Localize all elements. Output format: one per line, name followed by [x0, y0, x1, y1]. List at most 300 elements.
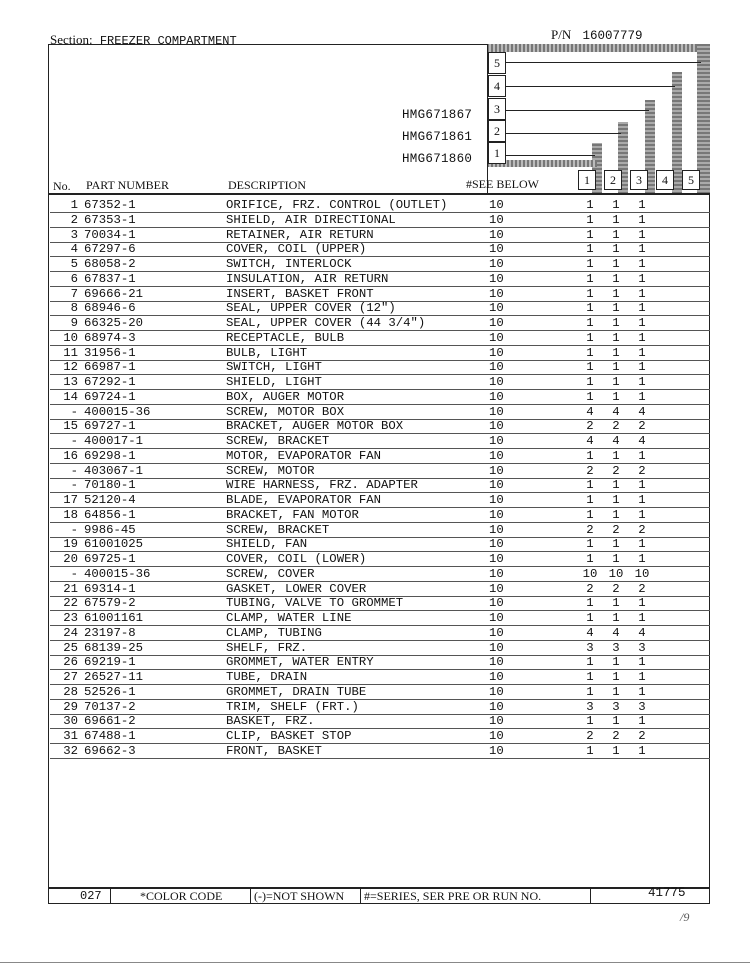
table-row	[0, 464, 750, 479]
row-part-number: 67488-1	[84, 729, 136, 743]
row-number: 2	[70, 212, 78, 227]
row-qty-2: 1	[612, 212, 620, 227]
row-qty-2: 3	[612, 699, 620, 714]
table-row	[0, 346, 750, 361]
table-row	[0, 272, 750, 287]
row-qty-3: 1	[638, 316, 646, 330]
row-part-number: 69661-2	[84, 714, 136, 729]
table-row	[0, 611, 750, 626]
row-number: 11	[63, 345, 78, 360]
row-series: 10	[489, 581, 504, 596]
stair-line-2	[503, 133, 621, 134]
row-qty-1: 1	[586, 301, 594, 316]
row-qty-1: 2	[586, 729, 594, 743]
row-qty-2: 1	[612, 242, 620, 257]
row-description: SEAL, UPPER COVER (44 3/4")	[226, 316, 426, 330]
col-header-q3: 3	[630, 170, 648, 190]
row-part-number: 70180-1	[84, 478, 136, 493]
row-description: SHIELD, FAN	[226, 537, 308, 552]
row-part-number: 69298-1	[84, 448, 136, 463]
row-qty-1: 3	[586, 699, 594, 714]
stair-line-3	[503, 110, 649, 111]
row-qty-1: 1	[586, 684, 594, 699]
row-number: 27	[63, 670, 78, 684]
row-qty-1: 1	[586, 596, 594, 611]
row-qty-2: 1	[612, 670, 620, 684]
row-part-number: 70137-2	[84, 699, 136, 714]
row-part-number: 69314-1	[84, 581, 136, 596]
row-description: SCREW, MOTOR BOX	[226, 404, 345, 419]
row-qty-3: 1	[638, 478, 646, 493]
row-qty-3: 1	[638, 301, 646, 316]
row-qty-3: 1	[638, 655, 646, 670]
row-description: SCREW, BRACKET	[226, 434, 330, 448]
row-qty-1: 1	[586, 655, 594, 670]
row-qty-2: 1	[612, 389, 620, 404]
row-part-number: 61001025	[84, 537, 144, 552]
row-qty-3: 1	[638, 242, 646, 257]
stair-line-5	[503, 62, 701, 63]
row-number: 6	[70, 271, 78, 286]
row-qty-3: 1	[638, 611, 646, 625]
row-qty-1: 1	[586, 714, 594, 729]
row-qty-1: 1	[586, 198, 594, 212]
row-qty-3: 1	[638, 389, 646, 404]
row-part-number: 69219-1	[84, 655, 136, 670]
row-qty-1: 2	[586, 463, 594, 478]
row-part-number: 31956-1	[84, 345, 136, 360]
row-part-number: 67579-2	[84, 596, 136, 611]
row-qty-2: 2	[612, 581, 620, 596]
row-qty-1: 1	[586, 537, 594, 552]
row-series: 10	[489, 389, 504, 404]
row-series: 10	[489, 286, 504, 301]
row-part-number: 67292-1	[84, 375, 136, 389]
row-part-number: 68946-6	[84, 301, 136, 316]
row-description: TUBING, VALVE TO GROMMET	[226, 596, 404, 611]
row-part-number: 68139-25	[84, 640, 144, 655]
row-series: 10	[489, 611, 504, 625]
row-qty-2: 1	[612, 596, 620, 611]
row-number: 4	[70, 242, 78, 257]
row-series: 10	[489, 743, 504, 758]
model-1: HMG671867	[402, 108, 473, 122]
row-description: SEAL, UPPER COVER (12")	[226, 301, 396, 316]
col-header-q2: 2	[604, 170, 622, 190]
row-qty-3: 3	[638, 699, 646, 714]
row-description: ORIFICE, FRZ. CONTROL (OUTLET)	[226, 198, 448, 212]
table-row	[0, 582, 750, 597]
row-part-number: 61001161	[84, 611, 144, 625]
row-description: COVER, COIL (UPPER)	[226, 242, 367, 257]
row-part-number: 67297-6	[84, 242, 136, 257]
row-series: 10	[489, 699, 504, 714]
row-qty-2: 2	[612, 463, 620, 478]
row-qty-3: 4	[638, 625, 646, 640]
row-qty-3: 4	[638, 434, 646, 448]
row-number: 12	[63, 360, 78, 375]
row-part-number: 26527-11	[84, 670, 144, 684]
row-number: -	[70, 404, 78, 419]
row-qty-3: 1	[638, 684, 646, 699]
table-row	[0, 729, 750, 744]
row-series: 10	[489, 493, 504, 507]
row-qty-3: 1	[638, 670, 646, 684]
row-series: 10	[489, 257, 504, 271]
box-number-5: 5	[488, 52, 506, 74]
footer-number: 41775	[648, 886, 686, 900]
row-qty-1: 1	[586, 507, 594, 522]
box-number-3: 3	[488, 98, 506, 120]
row-part-number: 68974-3	[84, 330, 136, 345]
col-header-part-number: PART NUMBER	[86, 178, 169, 192]
row-qty-1: 1	[586, 552, 594, 566]
row-qty-1: 1	[586, 478, 594, 493]
row-qty-2: 1	[612, 345, 620, 360]
row-number: 32	[63, 743, 78, 758]
row-qty-2: 1	[612, 198, 620, 212]
stair-line-1	[503, 155, 595, 156]
row-series: 10	[489, 271, 504, 286]
row-qty-2: 1	[612, 271, 620, 286]
row-qty-2: 1	[612, 316, 620, 330]
row-part-number: 69727-1	[84, 419, 136, 434]
row-qty-3: 3	[638, 640, 646, 655]
row-description: SHELF, FRZ.	[226, 640, 308, 655]
row-series: 10	[489, 729, 504, 743]
row-qty-1: 1	[586, 389, 594, 404]
row-qty-1: 1	[586, 242, 594, 257]
row-qty-1: 1	[586, 286, 594, 301]
row-qty-3: 2	[638, 463, 646, 478]
table-row	[0, 228, 750, 243]
row-qty-1: 2	[586, 522, 594, 537]
row-qty-1: 1	[586, 257, 594, 271]
row-description: WIRE HARNESS, FRZ. ADAPTER	[226, 478, 418, 493]
row-series: 10	[489, 463, 504, 478]
row-series: 10	[489, 375, 504, 389]
row-part-number: 52120-4	[84, 493, 136, 507]
row-qty-2: 1	[612, 257, 620, 271]
row-number: 10	[63, 330, 78, 345]
row-number: 20	[63, 552, 78, 566]
row-description: CLAMP, WATER LINE	[226, 611, 352, 625]
row-series: 10	[489, 552, 504, 566]
row-number: 18	[63, 507, 78, 522]
footer-series-note: #=SERIES, SER PRE OR RUN NO.	[364, 889, 542, 903]
row-description: SHIELD, AIR DIRECTIONAL	[226, 212, 396, 227]
table-row	[0, 744, 750, 759]
row-qty-2: 1	[612, 655, 620, 670]
row-number: 31	[63, 729, 78, 743]
row-qty-1: 1	[586, 271, 594, 286]
row-series: 10	[489, 478, 504, 493]
row-qty-1: 1	[586, 360, 594, 375]
row-description: SCREW, BRACKET	[226, 522, 330, 537]
row-qty-3: 2	[638, 522, 646, 537]
row-number: 28	[63, 684, 78, 699]
row-qty-2: 1	[612, 227, 620, 242]
box-number-1: 1	[488, 142, 506, 164]
row-series: 10	[489, 640, 504, 655]
row-qty-2: 1	[612, 330, 620, 345]
row-qty-3: 1	[638, 714, 646, 729]
row-number: 21	[63, 581, 78, 596]
row-qty-3: 1	[638, 345, 646, 360]
row-series: 10	[489, 625, 504, 640]
row-qty-1: 1	[586, 227, 594, 242]
table-row	[0, 242, 750, 257]
table-row	[0, 213, 750, 228]
row-qty-3: 1	[638, 271, 646, 286]
row-description: SCREW, MOTOR	[226, 463, 315, 478]
row-description: BULB, LIGHT	[226, 345, 308, 360]
row-description: SWITCH, INTERLOCK	[226, 257, 352, 271]
row-part-number: 67352-1	[84, 198, 136, 212]
row-qty-2: 1	[612, 286, 620, 301]
row-description: CLAMP, TUBING	[226, 625, 322, 640]
row-qty-2: 1	[612, 743, 620, 758]
row-description: MOTOR, EVAPORATOR FAN	[226, 448, 381, 463]
row-qty-3: 1	[638, 537, 646, 552]
row-number: 17	[63, 493, 78, 507]
row-qty-1: 1	[586, 493, 594, 507]
header-bottom-rule	[48, 193, 710, 195]
row-number: 23	[63, 611, 78, 625]
table-row	[0, 493, 750, 508]
row-qty-3: 1	[638, 448, 646, 463]
row-part-number: 69725-1	[84, 552, 136, 566]
row-number: 15	[63, 419, 78, 434]
row-part-number: 69724-1	[84, 389, 136, 404]
row-description: INSULATION, AIR RETURN	[226, 271, 389, 286]
row-part-number: 400015-36	[84, 566, 151, 581]
table-row	[0, 596, 750, 611]
row-qty-2: 1	[612, 552, 620, 566]
row-qty-2: 1	[612, 301, 620, 316]
footer-code-left: 027	[80, 889, 102, 903]
section-label: Section:	[50, 32, 93, 47]
row-part-number: 66987-1	[84, 360, 136, 375]
row-qty-3: 1	[638, 198, 646, 212]
table-row	[0, 670, 750, 685]
row-description: RECEPTACLE, BULB	[226, 330, 345, 345]
table-row	[0, 449, 750, 464]
stair-line-4	[503, 86, 675, 87]
row-description: GROMMET, DRAIN TUBE	[226, 684, 367, 699]
row-part-number: 64856-1	[84, 507, 136, 522]
row-part-number: 70034-1	[84, 227, 136, 242]
col-header-q4: 4	[656, 170, 674, 190]
row-part-number: 69662-3	[84, 743, 136, 758]
table-row	[0, 287, 750, 302]
table-row	[0, 478, 750, 493]
row-part-number: 9986-45	[84, 522, 136, 537]
row-description: FRONT, BASKET	[226, 743, 322, 758]
table-row	[0, 537, 750, 552]
row-description: BASKET, FRZ.	[226, 714, 315, 729]
table-row	[0, 655, 750, 670]
col-header-q1: 1	[578, 170, 596, 190]
row-series: 10	[489, 360, 504, 375]
row-number: 13	[63, 375, 78, 389]
row-series: 10	[489, 419, 504, 434]
row-series: 10	[489, 316, 504, 330]
col-header-q5: 5	[682, 170, 700, 190]
row-description: BOX, AUGER MOTOR	[226, 389, 345, 404]
table-row	[0, 390, 750, 405]
row-qty-2: 1	[612, 537, 620, 552]
stair-shade-top	[487, 44, 710, 52]
row-number: 9	[70, 316, 78, 330]
col-header-no: No.	[53, 179, 71, 193]
row-qty-3: 1	[638, 360, 646, 375]
row-number: 26	[63, 655, 78, 670]
row-number: 24	[63, 625, 78, 640]
row-description: COVER, COIL (LOWER)	[226, 552, 367, 566]
row-qty-1: 2	[586, 419, 594, 434]
row-part-number: 400017-1	[84, 434, 144, 448]
box-number-4: 4	[488, 75, 506, 97]
row-qty-3: 2	[638, 419, 646, 434]
row-series: 10	[489, 684, 504, 699]
table-row	[0, 523, 750, 538]
table-row	[0, 700, 750, 715]
scan-bottom-line	[0, 962, 750, 963]
row-qty-1: 1	[586, 743, 594, 758]
row-description: BLADE, EVAPORATOR FAN	[226, 493, 381, 507]
row-qty-2: 1	[612, 448, 620, 463]
row-description: BRACKET, AUGER MOTOR BOX	[226, 419, 404, 434]
row-qty-2: 1	[612, 493, 620, 507]
row-qty-2: 3	[612, 640, 620, 655]
footer-divider-4	[590, 887, 591, 904]
row-number: 8	[70, 301, 78, 316]
row-qty-1: 1	[586, 375, 594, 389]
row-description: SHIELD, LIGHT	[226, 375, 322, 389]
row-qty-2: 2	[612, 729, 620, 743]
table-row	[0, 405, 750, 420]
table-row	[0, 508, 750, 523]
row-number: 22	[63, 596, 78, 611]
row-series: 10	[489, 596, 504, 611]
row-part-number: 23197-8	[84, 625, 136, 640]
row-part-number: 403067-1	[84, 463, 144, 478]
row-part-number: 69666-21	[84, 286, 144, 301]
row-qty-3: 2	[638, 581, 646, 596]
row-series: 10	[489, 212, 504, 227]
row-qty-1: 1	[586, 611, 594, 625]
footer-divider-1	[110, 887, 111, 904]
footer-not-shown: (-)=NOT SHOWN	[254, 889, 345, 903]
row-qty-2: 10	[608, 566, 624, 581]
table-row	[0, 714, 750, 729]
row-qty-1: 1	[586, 330, 594, 345]
row-description: GROMMET, WATER ENTRY	[226, 655, 374, 670]
row-series: 10	[489, 330, 504, 345]
table-row	[0, 331, 750, 346]
row-qty-2: 2	[612, 522, 620, 537]
row-qty-3: 2	[638, 729, 646, 743]
row-description: INSERT, BASKET FRONT	[226, 286, 374, 301]
col-header-series: #SEE BELOW	[466, 177, 539, 191]
footer-divider-2	[250, 887, 251, 904]
row-qty-2: 1	[612, 611, 620, 625]
row-number: -	[70, 522, 78, 537]
table-row	[0, 198, 750, 213]
row-qty-2: 1	[612, 714, 620, 729]
row-description: GASKET, LOWER COVER	[226, 581, 367, 596]
row-qty-3: 1	[638, 507, 646, 522]
table-row	[0, 552, 750, 567]
row-number: 1	[70, 198, 78, 212]
row-qty-1: 4	[586, 625, 594, 640]
row-description: SCREW, COVER	[226, 566, 315, 581]
table-row	[0, 626, 750, 641]
row-part-number: 400015-36	[84, 404, 151, 419]
row-qty-2: 4	[612, 404, 620, 419]
table-row	[0, 685, 750, 700]
row-qty-1: 3	[586, 640, 594, 655]
footer-divider-3	[360, 887, 361, 904]
row-part-number: 52526-1	[84, 684, 136, 699]
row-number: 16	[63, 448, 78, 463]
row-part-number: 67837-1	[84, 271, 136, 286]
row-qty-3: 1	[638, 375, 646, 389]
row-qty-2: 1	[612, 375, 620, 389]
row-qty-1: 2	[586, 581, 594, 596]
part-number-header	[551, 27, 643, 43]
row-number: 7	[70, 286, 78, 301]
row-qty-2: 1	[612, 507, 620, 522]
row-series: 10	[489, 404, 504, 419]
row-series: 10	[489, 301, 504, 316]
row-qty-2: 1	[612, 478, 620, 493]
row-qty-3: 1	[638, 743, 646, 758]
row-part-number: 67353-1	[84, 212, 136, 227]
row-qty-1: 1	[586, 345, 594, 360]
row-series: 10	[489, 227, 504, 242]
row-number: -	[70, 478, 78, 493]
row-qty-2: 4	[612, 434, 620, 448]
table-row	[0, 257, 750, 272]
row-qty-3: 1	[638, 493, 646, 507]
row-qty-2: 1	[612, 360, 620, 375]
row-series: 10	[489, 448, 504, 463]
row-series: 10	[489, 345, 504, 360]
row-series: 10	[489, 522, 504, 537]
row-number: 30	[63, 714, 78, 729]
model-3: HMG671860	[402, 152, 473, 166]
row-description: TRIM, SHELF (FRT.)	[226, 699, 359, 714]
row-series: 10	[489, 566, 504, 581]
row-qty-1: 1	[586, 670, 594, 684]
row-qty-3: 1	[638, 596, 646, 611]
row-qty-1: 4	[586, 434, 594, 448]
table-row	[0, 419, 750, 434]
row-series: 10	[489, 537, 504, 552]
row-number: -	[70, 566, 78, 581]
row-part-number: 66325-20	[84, 316, 144, 330]
row-qty-1: 10	[582, 566, 598, 581]
row-description: RETAINER, AIR RETURN	[226, 227, 374, 242]
row-qty-3: 1	[638, 212, 646, 227]
row-qty-2: 4	[612, 625, 620, 640]
table-row	[0, 641, 750, 656]
row-number: -	[70, 434, 78, 448]
row-description: BRACKET, FAN MOTOR	[226, 507, 359, 522]
col-header-description: DESCRIPTION	[228, 178, 307, 192]
